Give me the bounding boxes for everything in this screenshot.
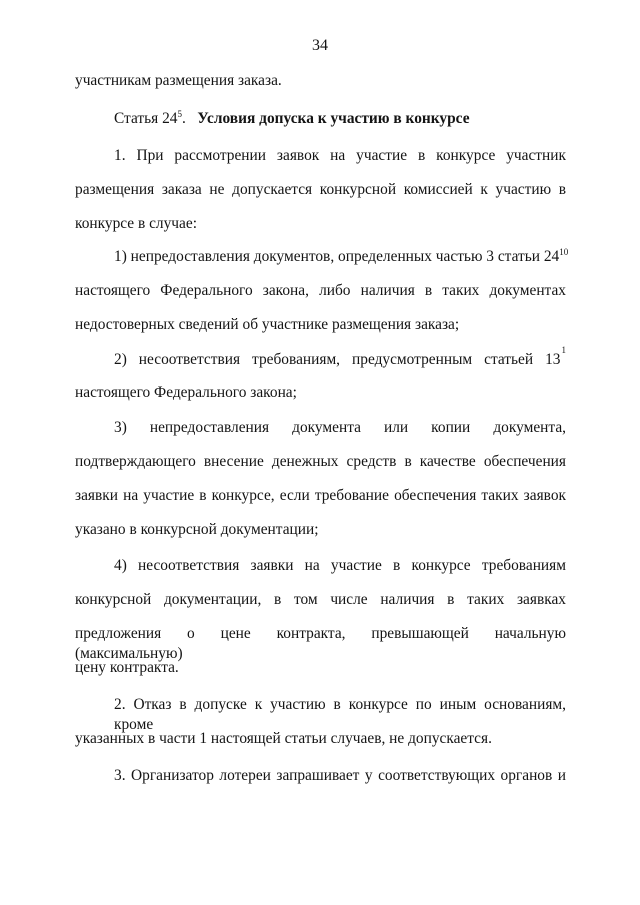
text-line: 1. При рассмотрении заявок на участие в конкурсе участник	[114, 147, 566, 164]
article-heading	[114, 109, 566, 129]
text-line: заявки на участие в конкурсе, если требование обеспечения таких заявок	[75, 487, 566, 504]
text-line: участникам размещения заказа.	[75, 72, 282, 89]
article-prefix: Статья 24	[114, 110, 178, 127]
text-line: предложения о цене контракта, превышающей начальную (максимальную)	[75, 625, 566, 662]
article-dot: .	[181, 110, 186, 127]
text-line: конкурсе в случае:	[75, 215, 197, 232]
text-line: подтверждающего внесение денежных средств в качестве обеспечения	[75, 453, 566, 470]
page-number: 34	[312, 37, 328, 54]
text-line: размещения заказа не допускается конкурсной комиссией к участию в	[75, 181, 566, 198]
text-segment: 1) непредоставления документов, определенных частью 3 статьи 24	[114, 248, 560, 265]
text-line: 4) несоответствия заявки на участие в конкурсе требованиям	[114, 557, 566, 574]
text-line: настоящего Федерального закона;	[75, 384, 297, 401]
text-line: настоящего Федерального закона, либо наличия в таких документах	[75, 282, 566, 299]
text-line-with-sup	[114, 247, 569, 267]
text-line: 2. Отказ в допуске к участию в конкурсе по иным основаниям, кроме	[114, 696, 566, 733]
text-line-with-sup	[114, 345, 566, 370]
text-line: 3. Организатор лотереи запрашивает у соответствующих органов и	[114, 767, 566, 784]
text-segment: 2) несоответствия требованиям, предусмотренным статьей 13	[114, 351, 561, 368]
article-title: Условия допуска к участию в конкурсе	[197, 110, 470, 127]
text-line: цену контракта.	[75, 659, 179, 676]
superscript: 10	[559, 247, 569, 257]
text-line: конкурсной документации, в том числе наличия в таких заявках	[75, 591, 566, 608]
text-line: указано в конкурсной документации;	[75, 521, 319, 538]
superscript: 1	[561, 345, 566, 355]
text-line: недостоверных сведений об участнике размещения заказа;	[75, 316, 460, 333]
text-line: 3) непредоставления документа или копии документа,	[114, 419, 566, 436]
article-sup: 5	[177, 109, 182, 119]
text-line: указанных в части 1 настоящей статьи случаев, не допускается.	[75, 730, 492, 747]
